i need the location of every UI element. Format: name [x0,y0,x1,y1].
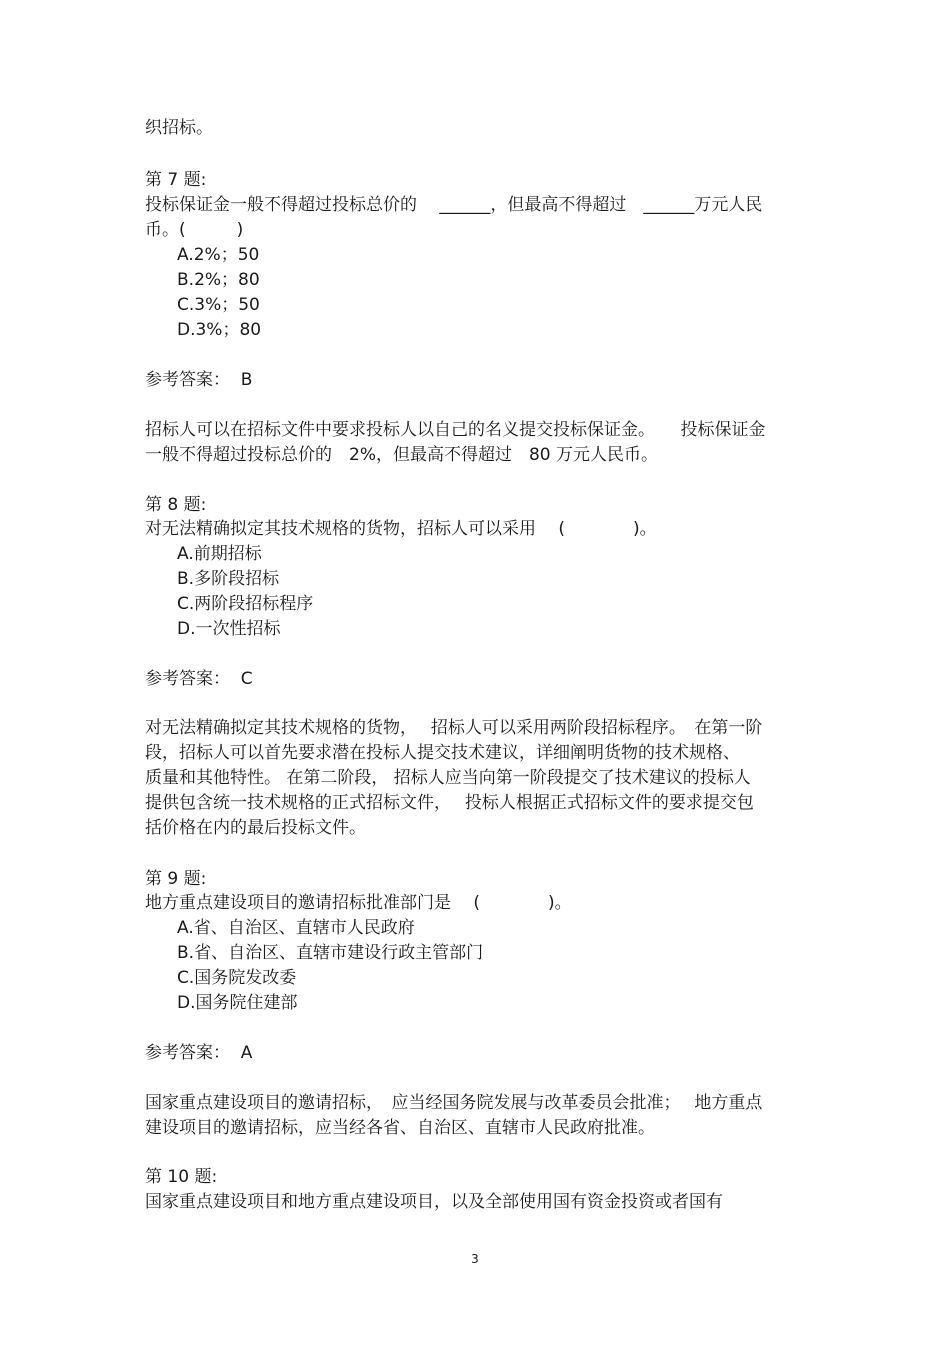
q10-stem-line1: 国家重点建设项目和地方重点建设项目，以及全部使用国有资金投资或者国有 [145,1192,723,1212]
q7-heading: 第 7 题: [145,170,207,190]
q7-option-a: A.2%；50 [177,245,260,265]
q7-option-d: D.3%；80 [177,320,262,340]
q7-explanation-line1: 招标人可以在招标文件中要求投标人以自己的名义提交投标保证金。 投标保证金 [145,420,766,440]
q8-explanation-line1: 对无法精确拟定其技术规格的货物， 招标人可以采用两阶段招标程序。 在第一阶 [145,718,763,738]
q9-option-a: A.省、自治区、直辖市人民政府 [177,918,415,938]
q8-explanation-line4: 提供包含统一技术规格的正式招标文件， 投标人根据正式招标文件的要求提交包 [145,793,754,813]
q10-heading: 第 10 题: [145,1167,218,1187]
page-number: 3 [471,1252,479,1266]
q8-stem-line1: 对无法精确拟定其技术规格的货物，招标人可以采用 ( )。 [145,519,657,539]
intro-text: 织招标。 [145,118,213,138]
q9-stem-line1: 地方重点建设项目的邀请招标批准部门是 ( )。 [145,893,572,913]
q7-stem-line1: 投标保证金一般不得超过投标总价的 ______，但最高不得超过 ______万元人民 [145,195,763,215]
q9-explanation-line2: 建设项目的邀请招标，应当经各省、自治区、直辖市人民政府批准。 [145,1118,655,1138]
q7-option-b: B.2%；80 [177,270,260,290]
q8-explanation-line5: 括价格在内的最后投标文件。 [145,818,366,838]
q9-option-b: B.省、自治区、直辖市建设行政主管部门 [177,943,484,963]
q8-explanation-line3: 质量和其他特性。 在第二阶段， 招标人应当向第一阶段提交了技术建议的投标人 [145,768,751,788]
q8-option-a: A.前期招标 [177,544,262,564]
q8-option-c: C.两阶段招标程序 [177,594,314,614]
q9-option-c: C.国务院发改委 [177,968,297,988]
q9-heading: 第 9 题: [145,869,207,889]
q8-option-b: B.多阶段招标 [177,569,280,589]
q9-answer: 参考答案： A [145,1043,253,1063]
q8-explanation-line2: 段，招标人可以首先要求潜在投标人提交技术建议，详细阐明货物的技术规格、 [145,743,740,763]
q9-option-d: D.国务院住建部 [177,993,298,1013]
q7-stem-line2: 币。( ) [145,220,244,240]
q7-option-c: C.3%；50 [177,295,260,315]
q8-option-d: D.一次性招标 [177,619,281,639]
q8-answer: 参考答案： C [145,669,253,689]
q8-heading: 第 8 题: [145,495,207,515]
q9-explanation-line1: 国家重点建设项目的邀请招标， 应当经国务院发展与改革委员会批准； 地方重点 [145,1093,763,1113]
q7-explanation-line2: 一般不得超过投标总价的 2%，但最高不得超过 80 万元人民币。 [145,445,659,465]
q7-answer: 参考答案： B [145,370,253,390]
